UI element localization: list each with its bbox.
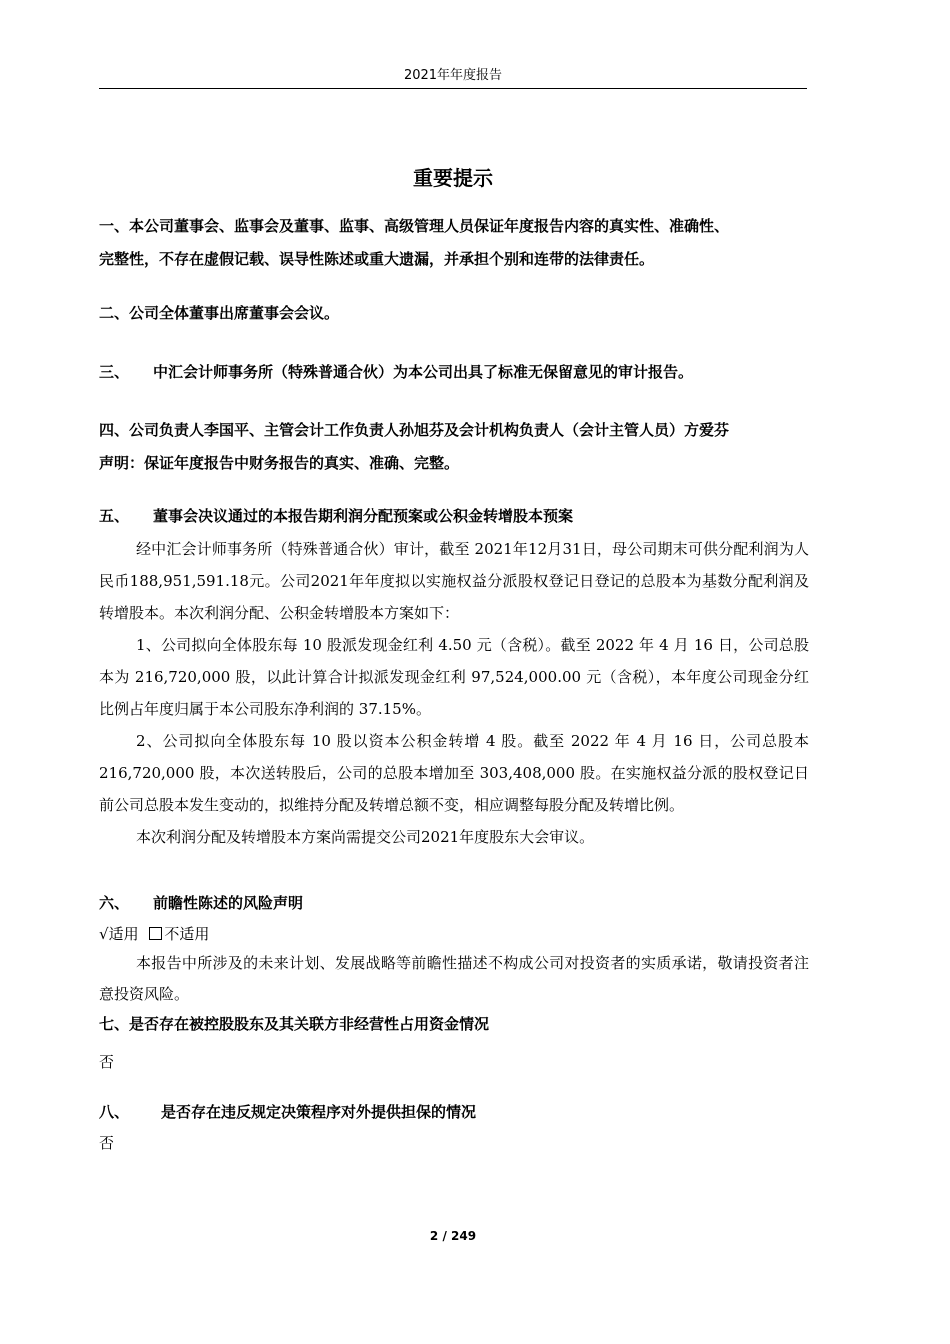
empty-checkbox-icon bbox=[149, 927, 162, 940]
item-2-text: 公司全体董事出席董事会会议。 bbox=[129, 304, 340, 322]
page-number: 2 / 249 bbox=[429, 1229, 477, 1243]
item-4-line1: 四、公司负责人李国平、主管会计工作负责人孙旭芬及会计机构负责人（会计主管人员）方爱芬 bbox=[99, 421, 730, 439]
item-6: 六、 前瞻性陈述的风险声明 √适用 不适用 本报告中所涉及的未来计划、发展战略等前瞻性描述不构成公司对投资者的实质承诺，敬请投资者注意投资风险。 bbox=[99, 887, 809, 1010]
item-3-text: 中汇会计师事务所（特殊普通合伙）为本公司出具了标准无保留意见的审计报告。 bbox=[153, 363, 694, 381]
item-7-answer: 否 bbox=[99, 1053, 115, 1071]
item-5-para-3: 2、公司拟向全体股东每 10 股以资本公积金转增 4 股。截至 2022 年 4 月 16 日，公司总股本 216,720,000 股，本次送转股后，公司的总股本增加至 303,408,000 股。在实施权益分派的股权登记日前公司总股本发生变动的，拟维持分配及转增总额不变，相应调整每股分配及转增比例。 bbox=[99, 732, 809, 814]
page-header: 2021年年度报告 bbox=[403, 68, 503, 83]
not-applicable-label: 不适用 bbox=[164, 925, 210, 943]
item-3: 三、 中汇会计师事务所（特殊普通合伙）为本公司出具了标准无保留意见的审计报告。 bbox=[99, 363, 694, 381]
item-6-heading: 前瞻性陈述的风险声明 bbox=[153, 894, 304, 912]
item-5: 五、 董事会决议通过的本报告期利润分配预案或公积金转增股本预案 经中汇会计师事务所（特殊普通合伙）审计，截至 2021年12月31日，母公司期末可供分配利润为人民币188,951,591.18元。公司2021年年度拟以实施权益分派股权登记日登记的总股本为基数分配利润及转增股本。本次利润分配、公积金转增股本方案如下： 1、公司拟向全体股东每 10 股派发现金红利 4.50 元（含税）。截至 2022 年 4 月 16 日，公司总股本为 216,720,000 股，以此计算合计拟派发现金红利 97,524,000.00 元（含税），本年度公司现金分红比例占年度归属于本公司股东净利润的 37.15%。 2、公司拟向全体股东每 10 股以资本公积金转增 4 股。截至 2022 年 4 月 16 日，公司总股本 216,720,000 股，本次送转股后，公司的总股本增加至 303,408,000 股。在实施权益分派的股权登记日前公司总股本发生变动的，拟维持分配及转增总额不变，相应调整每股分配及转增比例。 本次利润分配及转增股本方案尚需提交公司2021年度股东大会审议。 bbox=[99, 500, 809, 853]
item-7: 七、是否存在被控股股东及其关联方非经营性占用资金情况 否 bbox=[99, 1008, 809, 1078]
item-7-heading: 是否存在被控股股东及其关联方非经营性占用资金情况 bbox=[129, 1015, 490, 1033]
item-8: 八、 是否存在违反规定决策程序对外提供担保的情况 否 bbox=[99, 1096, 809, 1159]
item-4-line2: 声明：保证年度报告中财务报告的真实、准确、完整。 bbox=[99, 454, 460, 472]
header-rule bbox=[99, 88, 807, 89]
item-8-heading: 是否存在违反规定决策程序对外提供担保的情况 bbox=[161, 1103, 477, 1121]
page-title: 重要提示 bbox=[413, 166, 493, 190]
applicability-options bbox=[99, 920, 809, 948]
item-4 bbox=[99, 414, 809, 480]
check-mark-icon: √ bbox=[99, 925, 109, 943]
item-5-para-4: 本次利润分配及转增股本方案尚需提交公司2021年度股东大会审议。 bbox=[136, 828, 595, 846]
item-5-para-1: 经中汇会计师事务所（特殊普通合伙）审计，截至 2021年12月31日，母公司期末可供分配利润为人民币188,951,591.18元。公司2021年年度拟以实施权益分派股权登记日登记的总股本为基数分配利润及转增股本。本次利润分配、公积金转增股本方案如下： bbox=[99, 540, 809, 622]
item-6-para-1: 本报告中所涉及的未来计划、发展战略等前瞻性描述不构成公司对投资者的实质承诺，敬请投资者注意投资风险。 bbox=[99, 954, 809, 1003]
item-1-line1: 一、本公司董事会、监事会及董事、监事、高级管理人员保证年度报告内容的真实性、准确性、 bbox=[99, 217, 730, 235]
item-8-answer: 否 bbox=[99, 1134, 115, 1152]
item-1-line2: 完整性，不存在虚假记载、误导性陈述或重大遗漏，并承担个别和连带的法律责任。 bbox=[99, 250, 655, 268]
item-2: 二、公司全体董事出席董事会会议。 bbox=[99, 304, 340, 322]
item-5-para-2: 1、公司拟向全体股东每 10 股派发现金红利 4.50 元（含税）。截至 2022 年 4 月 16 日，公司总股本为 216,720,000 股，以此计算合计拟派发现金红利 97,524,000.00 元（含税），本年度公司现金分红比例占年度归属于本公司股东净利润的 37.15%。 bbox=[99, 636, 809, 718]
applicable-label: 适用 bbox=[108, 925, 139, 943]
item-5-heading: 董事会决议通过的本报告期利润分配预案或公积金转增股本预案 bbox=[153, 507, 574, 525]
item-1 bbox=[99, 210, 809, 276]
